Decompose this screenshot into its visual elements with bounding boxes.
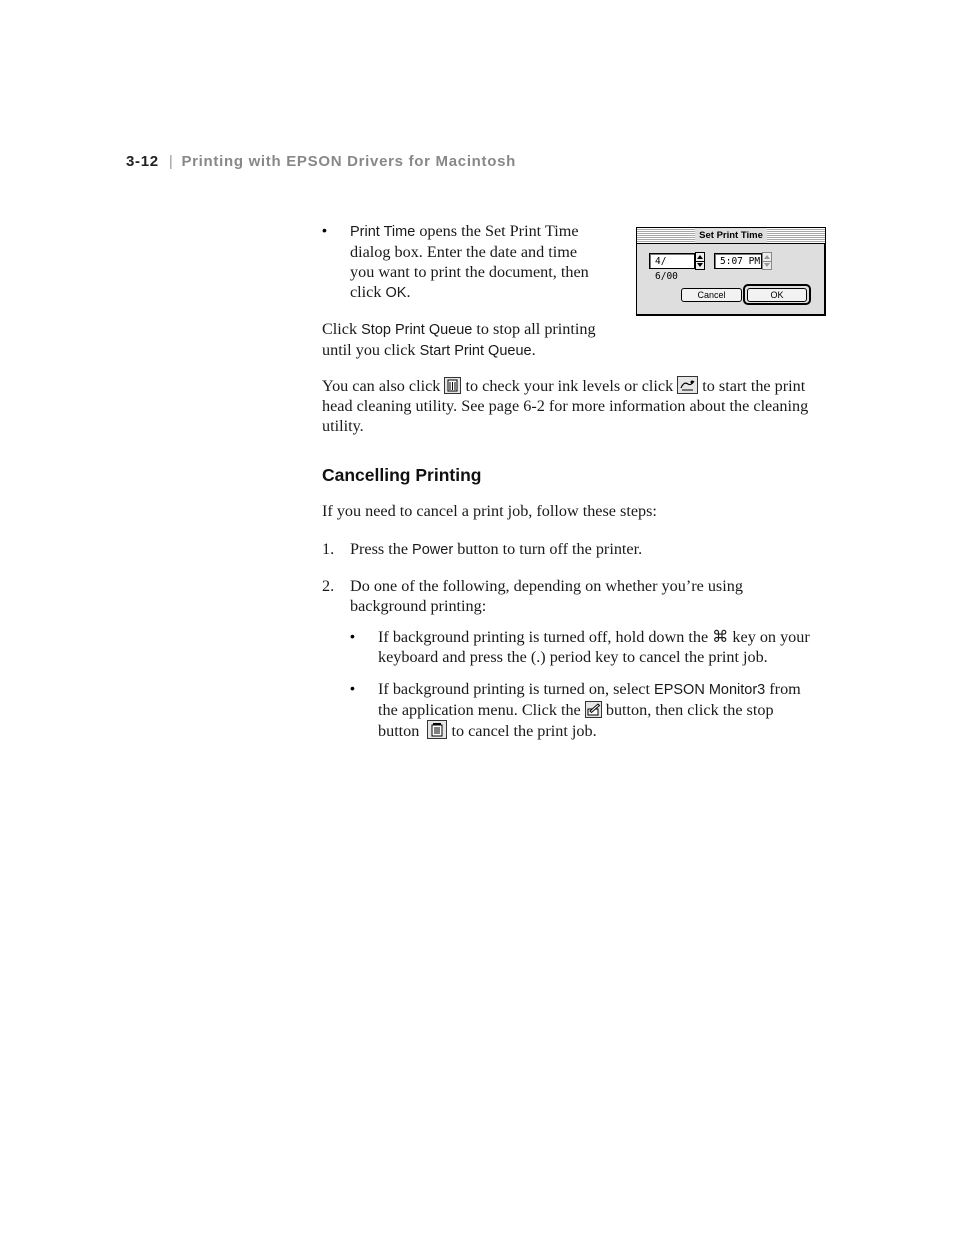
- text: .: [531, 341, 536, 359]
- text: Do one of the following, depending on whether you’re using: [350, 577, 743, 595]
- bullet: •: [322, 222, 327, 238]
- set-print-time-dialog: [636, 227, 826, 316]
- sub-bullet-2-text: [378, 679, 838, 741]
- text: button to turn off the printer.: [453, 540, 643, 558]
- head-cleaning-icon[interactable]: [677, 376, 698, 394]
- header-separator: |: [168, 153, 174, 170]
- text: If background printing is turned on, select: [378, 680, 655, 698]
- arrow-down-icon: [697, 263, 703, 267]
- time-field[interactable]: 5:07 PM: [714, 253, 762, 269]
- bullet: •: [350, 628, 355, 644]
- print-time-term: Print Time: [350, 224, 416, 240]
- text: until you click: [322, 341, 420, 359]
- arrow-up-icon: [697, 255, 703, 259]
- chapter-title: Printing with EPSON Drivers for Macintosh: [181, 153, 517, 170]
- text: Press the: [350, 540, 413, 558]
- date-stepper[interactable]: [695, 252, 705, 270]
- text: the application menu. Click the: [378, 701, 585, 719]
- step-1-text: [350, 539, 642, 560]
- text: keyboard and press the (.) period key to cancel the print job.: [378, 648, 768, 666]
- text: button: [378, 722, 424, 740]
- text: You can also click: [322, 377, 445, 395]
- dialog-title: Set Print Time: [695, 228, 767, 243]
- sub-bullet-1-text: [378, 627, 838, 667]
- bullet: •: [350, 680, 355, 696]
- ok-term: OK: [385, 285, 407, 301]
- divider: [763, 261, 771, 262]
- text: background printing:: [350, 597, 487, 615]
- running-header: [126, 153, 516, 170]
- text: If background printing is turned off, hold down the ⌘ key on your: [378, 628, 810, 646]
- text: to check your ink levels or click: [461, 377, 678, 395]
- time-stepper[interactable]: [762, 252, 772, 270]
- text: from: [765, 680, 801, 698]
- edit-queue-icon[interactable]: [585, 701, 602, 718]
- step-1-number: 1.: [322, 540, 335, 558]
- text: dialog box. Enter the date and time: [350, 243, 578, 261]
- arrow-down-icon: [764, 263, 770, 267]
- ok-button[interactable]: OK: [747, 288, 807, 302]
- text: utility.: [322, 417, 364, 435]
- text: to start the print: [698, 377, 806, 395]
- step-2-text: [350, 576, 810, 616]
- power-term: Power: [412, 542, 454, 558]
- text: to cancel the print job.: [447, 722, 597, 740]
- date-field[interactable]: 4/ 6/00: [649, 253, 695, 269]
- section-heading: Cancelling Printing: [322, 465, 482, 485]
- text: button, then click the stop: [601, 701, 774, 719]
- print-time-paragraph: [350, 221, 620, 303]
- start-print-queue-term: Start Print Queue: [419, 343, 532, 359]
- ink-level-icon[interactable]: [444, 377, 461, 394]
- page-number: 3-12: [126, 153, 159, 170]
- stop-trash-icon[interactable]: [427, 720, 447, 739]
- default-button-ring: [743, 284, 811, 305]
- stop-print-queue-term: Stop Print Queue: [361, 322, 473, 338]
- intro-text: If you need to cancel a print job, follow these steps:: [322, 502, 657, 520]
- dialog-titlebar: [637, 228, 825, 244]
- cancel-button[interactable]: Cancel: [681, 288, 742, 302]
- text: you want to print the document, then: [350, 263, 589, 281]
- stop-queue-paragraph: [322, 319, 632, 361]
- step-2-number: 2.: [322, 577, 335, 595]
- arrow-up-icon: [764, 255, 770, 259]
- epson-monitor3-term: EPSON Monitor3: [654, 682, 766, 698]
- text: head cleaning utility. See page 6-2 for more information about the cleaning: [322, 397, 809, 415]
- text: to stop all printing: [472, 320, 596, 338]
- also-click-paragraph: [322, 376, 832, 436]
- text: Click: [322, 320, 362, 338]
- text: opens the Set Print Time: [415, 222, 579, 240]
- text: click: [350, 283, 386, 301]
- divider: [696, 261, 704, 262]
- text: .: [406, 283, 411, 301]
